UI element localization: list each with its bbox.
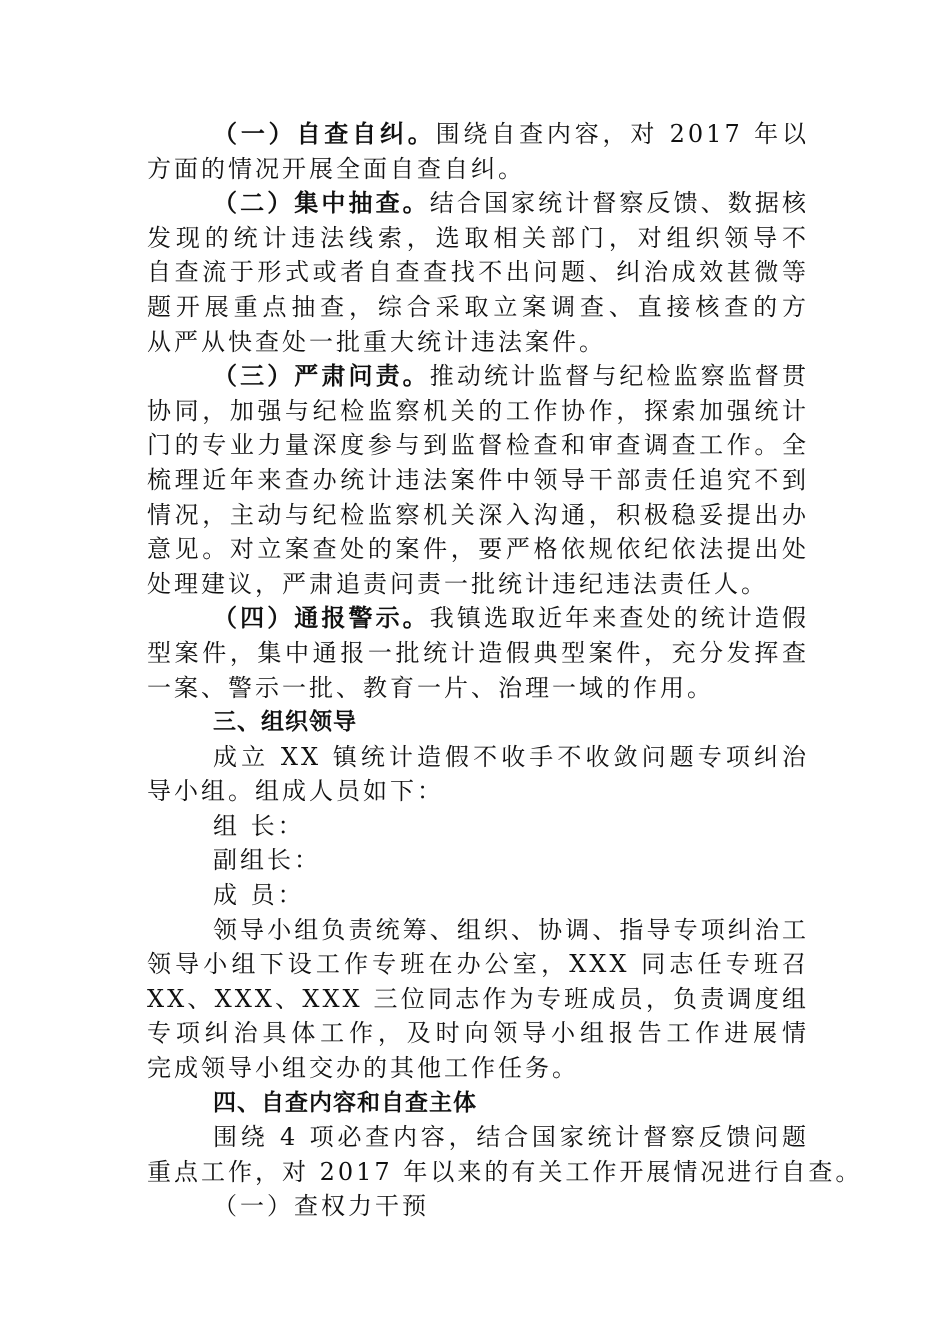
line-text: 方面的情况开展全面自查自纠。 xyxy=(147,154,525,183)
line-text: 成 员： xyxy=(213,881,305,910)
line-text: 从严从快查处一批重大统计违法案件。 xyxy=(147,327,606,356)
section-heading: 四、自查内容和自查主体 xyxy=(213,1089,477,1116)
line-text: 领导小组下设工作专班在办公室，XXX 同志任专班召 xyxy=(147,950,809,979)
paragraph-line xyxy=(147,498,809,533)
paragraph-line xyxy=(147,636,809,671)
line-text: 导小组。组成人员如下： xyxy=(147,777,444,806)
line-text: 副组长： xyxy=(213,846,321,875)
paragraph-line xyxy=(147,774,809,809)
paragraph-line xyxy=(147,186,809,221)
paragraph-line xyxy=(147,1155,863,1190)
paragraph-line xyxy=(147,913,809,948)
paragraph-line xyxy=(147,325,809,360)
line-text: 题开展重点抽查，综合采取立案调查、直接核查的方 xyxy=(147,292,809,321)
paragraph-line xyxy=(147,394,809,429)
line-text: 结合国家统计督察反馈、数据核 xyxy=(429,189,809,218)
paragraph-line xyxy=(147,359,809,394)
paragraph-lead: （三）严肃问责。 xyxy=(213,361,430,391)
line-text: 情况，主动与纪检监察机关深入沟通，积极稳妥提出办 xyxy=(147,500,809,529)
paragraph-line xyxy=(147,1016,809,1051)
section-heading: 三、组织领导 xyxy=(213,709,357,736)
paragraph-line xyxy=(147,601,809,636)
paragraph-line xyxy=(147,221,809,256)
paragraph-line xyxy=(147,740,809,775)
line-text: 围绕 4 项必查内容，结合国家统计督察反馈问题 xyxy=(213,1123,809,1152)
line-text: 完成领导小组交办的其他工作任务。 xyxy=(147,1054,579,1083)
paragraph-line xyxy=(147,532,809,567)
paragraph-line xyxy=(147,982,809,1017)
paragraph-lead: （四）通报警示。 xyxy=(213,603,430,633)
paragraph-line xyxy=(147,463,809,498)
line-text: 门的专业力量深度参与到监督检查和审查调查工作。全 xyxy=(147,431,809,460)
line-text: 处理建议，严肃追责问责一批统计违纪违法责任人。 xyxy=(147,569,768,598)
line-text: （一）查权力干预 xyxy=(213,1192,429,1221)
paragraph-line xyxy=(147,843,809,878)
paragraph-line xyxy=(147,671,809,706)
paragraph-lead: （一）自查自纠。 xyxy=(213,119,436,148)
line-text: 重点工作，对 2017 年以来的有关工作开展情况进行自查。 xyxy=(147,1157,863,1186)
paragraph-line xyxy=(147,809,809,844)
document-body xyxy=(147,117,863,1224)
paragraph-line xyxy=(147,1189,809,1224)
line-text: 领导小组负责统筹、组织、协调、指导专项纠治工 xyxy=(213,915,809,944)
paragraph-line xyxy=(147,878,809,913)
line-text: 一案、警示一批、教育一片、治理一域的作用。 xyxy=(147,673,714,702)
line-text: 梳理近年来查办统计违法案件中领导干部责任追究不到 xyxy=(147,465,809,494)
line-text: 围绕自查内容，对 2017 年以 xyxy=(435,120,809,148)
paragraph-line xyxy=(147,1120,809,1155)
line-text: XX、XXX、XXX 三位同志作为专班成员，负责调度组 xyxy=(147,984,809,1013)
line-text: 发现的统计违法线索，选取相关部门，对组织领导不 xyxy=(147,223,809,252)
paragraph-line xyxy=(147,290,809,325)
line-text: 我镇选取近年来查处的统计造假 xyxy=(429,604,809,633)
paragraph-line xyxy=(147,947,809,982)
paragraph-line xyxy=(147,255,809,290)
paragraph-lead: （二）集中抽查。 xyxy=(213,188,430,218)
line-text: 意见。对立案查处的案件，要严格依规依纪依法提出处 xyxy=(147,535,809,564)
paragraph-line xyxy=(147,152,809,187)
line-text: 协同，加强与纪检监察机关的工作协作，探索加强统计 xyxy=(147,396,809,425)
line-text: 自查流于形式或者自查查找不出问题、纠治成效甚微等 xyxy=(147,258,809,287)
paragraph-line xyxy=(147,1051,809,1086)
paragraph-line xyxy=(147,117,809,152)
line-text: 组 长： xyxy=(213,811,305,840)
line-text: 型案件，集中通报一批统计造假典型案件，充分发挥查 xyxy=(147,638,809,667)
paragraph-line xyxy=(147,567,809,602)
line-text: 推动统计监督与纪检监察监督贯 xyxy=(429,362,809,391)
paragraph-line xyxy=(147,428,809,463)
line-text: 专项纠治具体工作，及时向领导小组报告工作进展情 xyxy=(147,1019,809,1048)
line-text: 成立 XX 镇统计造假不收手不收敛问题专项纠治 xyxy=(213,742,809,771)
